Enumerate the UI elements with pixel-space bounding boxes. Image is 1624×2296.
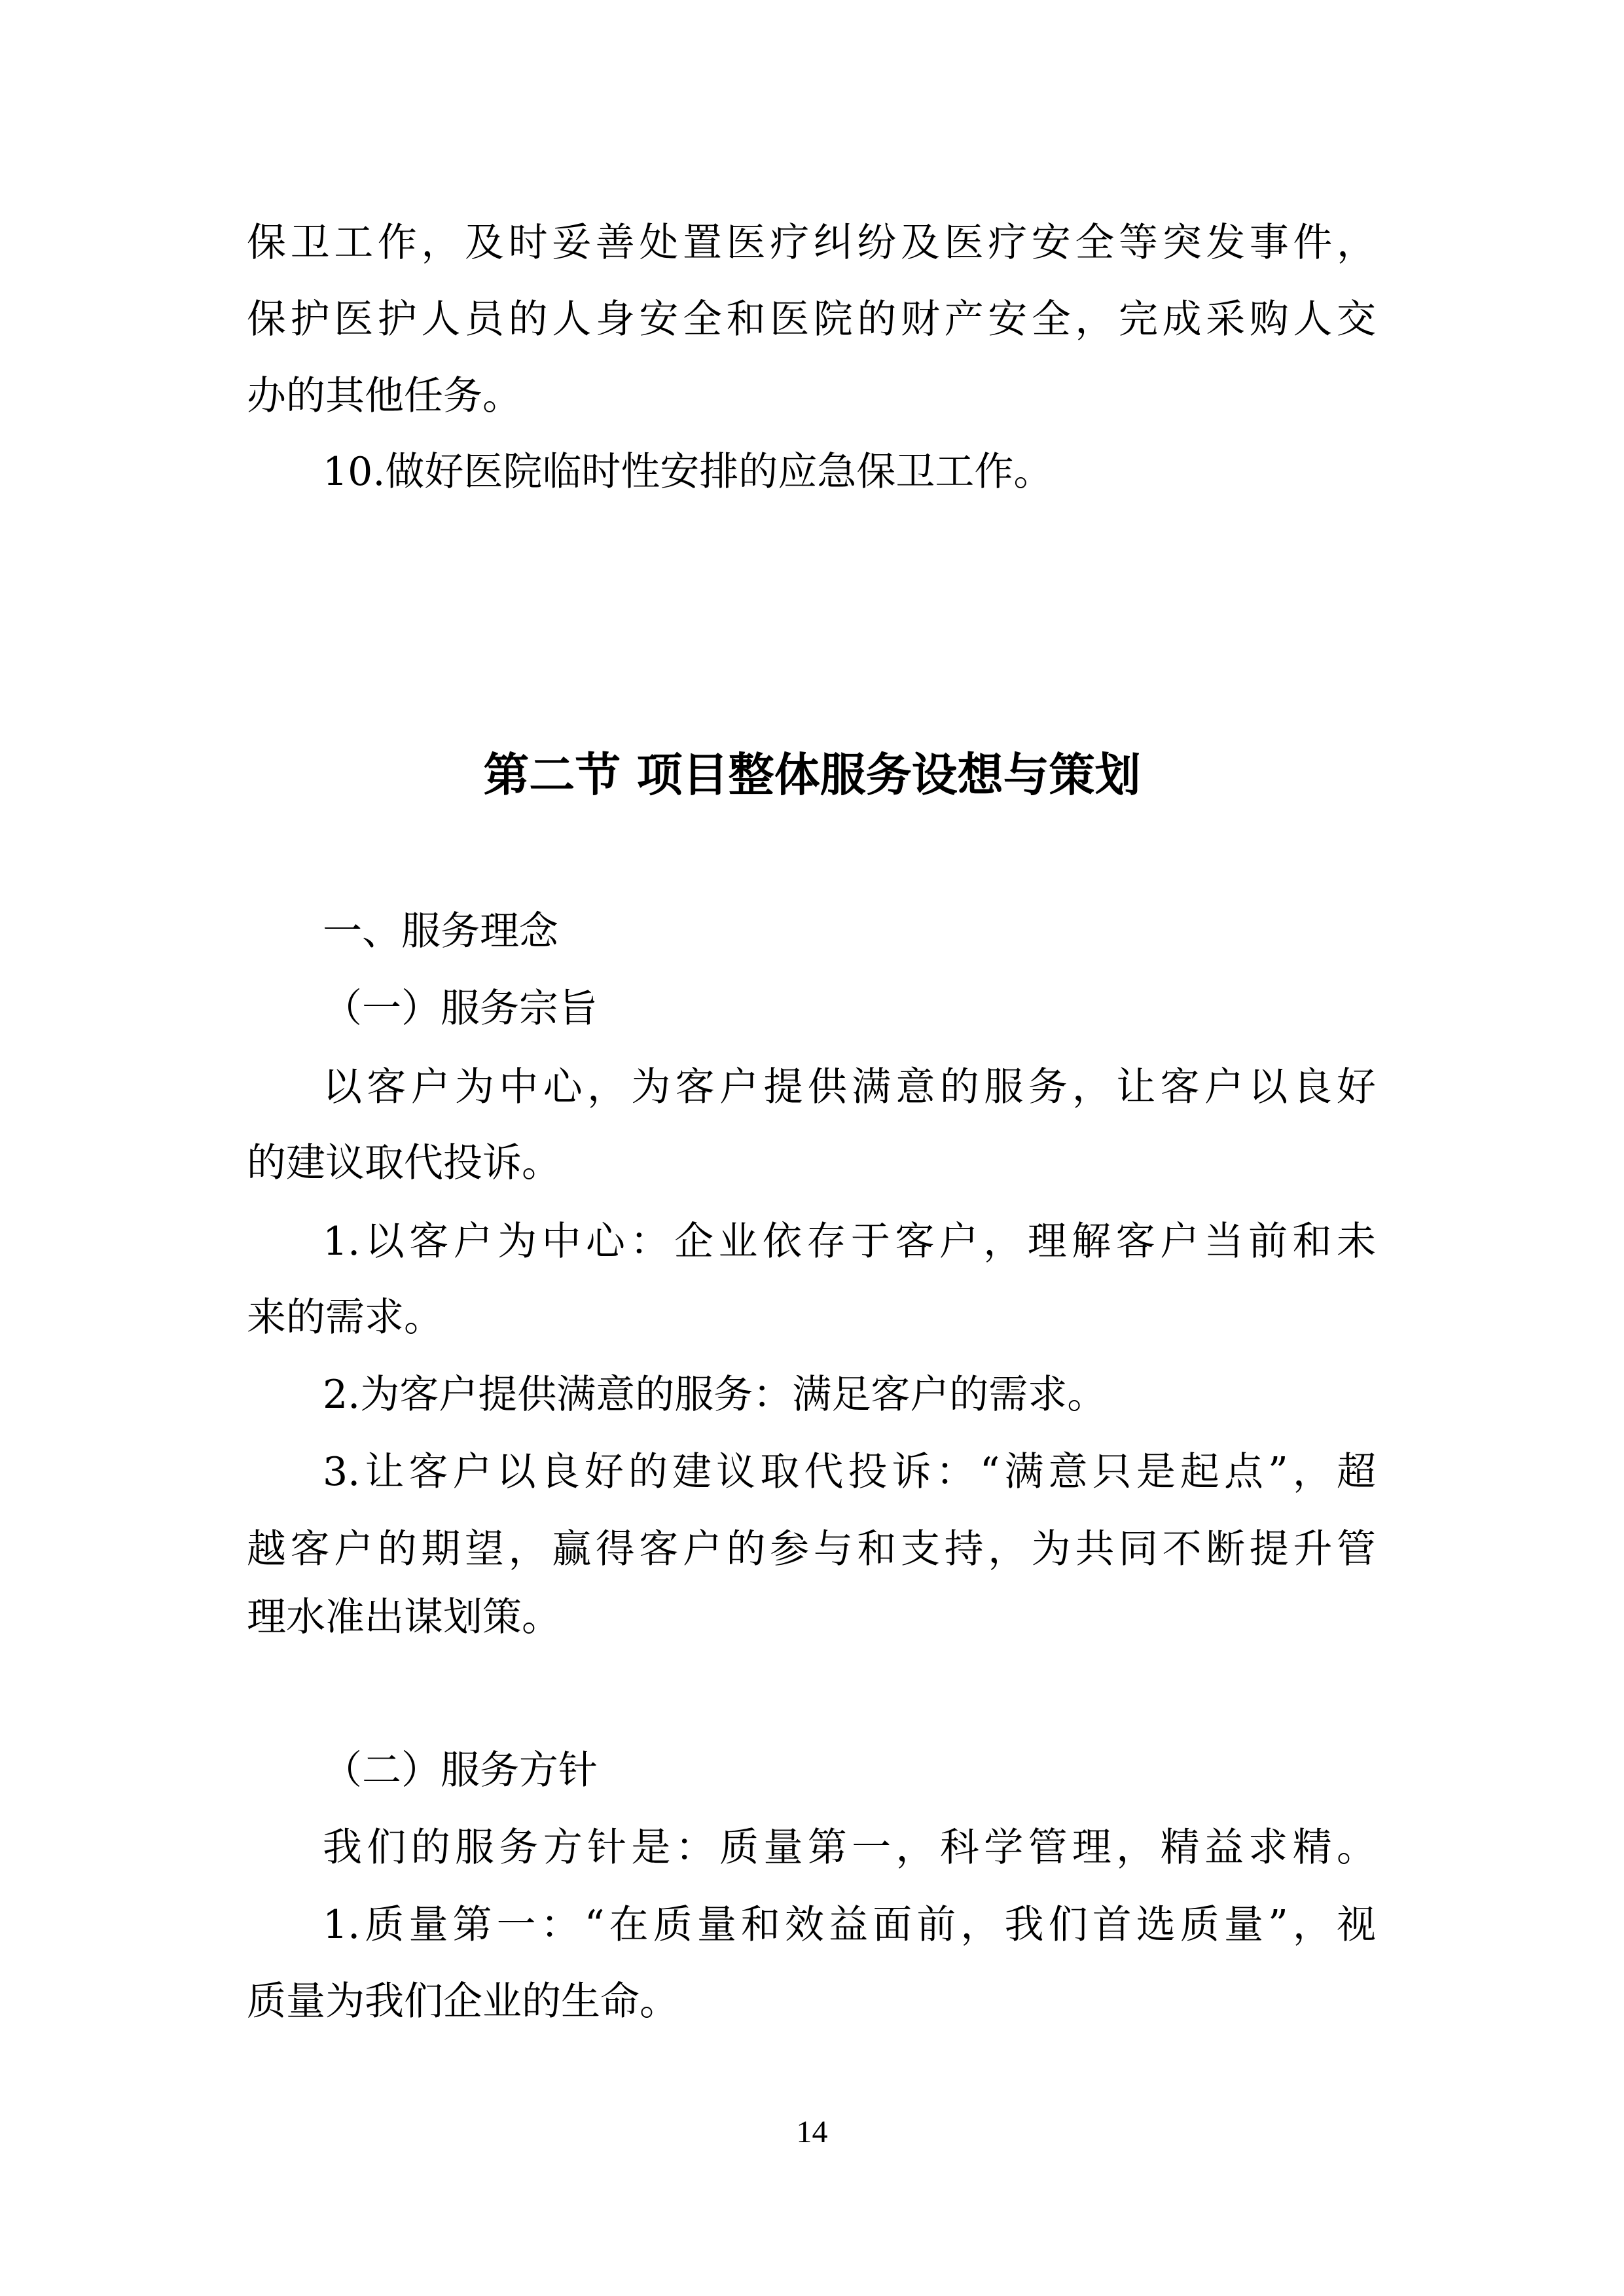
paragraph-line: 以客户为中心，为客户提供满意的服务，让客户以良好 [323, 1064, 1376, 1110]
list-item-1: 1.以客户为中心：企业依存于客户，理解客户当前和未 [323, 1219, 1376, 1265]
list-item-3-continued: 理水准出谋划策。 [247, 1594, 561, 1640]
subsection-title-service-policy: （二）服务方针 [323, 1748, 598, 1793]
list-item-3: 3.让客户以良好的建议取代投诉：“满意只是起点”，超 [323, 1449, 1376, 1495]
paragraph-line: 我们的服务方针是：质量第一，科学管理，精益求精。 [323, 1825, 1376, 1871]
part-title-service-philosophy: 一、服务理念 [323, 908, 558, 954]
paragraph-line: 保护医护人员的人身安全和医院的财产安全，完成采购人交 [247, 296, 1376, 342]
paragraph-line: 办的其他任务。 [247, 373, 522, 419]
list-item-2: 2.为客户提供满意的服务：满足客户的需求。 [323, 1372, 1107, 1418]
page-number: 14 [796, 2115, 828, 2149]
list-item-1-continued: 来的需求。 [247, 1295, 443, 1340]
paragraph-line: 的建议取代投诉。 [247, 1140, 561, 1186]
section-heading: 第二节 项目整体服务设想与策划 [483, 748, 1141, 802]
subsection-title-service-purpose: （一）服务宗旨 [323, 986, 598, 1031]
paragraph-line: 保卫工作，及时妥善处置医疗纠纷及医疗安全等突发事件， [247, 220, 1376, 266]
list-item-10: 10.做好医院临时性安排的应急保卫工作。 [323, 449, 1053, 495]
list-item-1-continued: 质量为我们企业的生命。 [247, 1979, 679, 2024]
list-item-1: 1.质量第一：“在质量和效益面前，我们首选质量”，视 [323, 1902, 1376, 1948]
list-item-3-continued: 越客户的期望，赢得客户的参与和支持，为共同不断提升管 [247, 1526, 1376, 1572]
